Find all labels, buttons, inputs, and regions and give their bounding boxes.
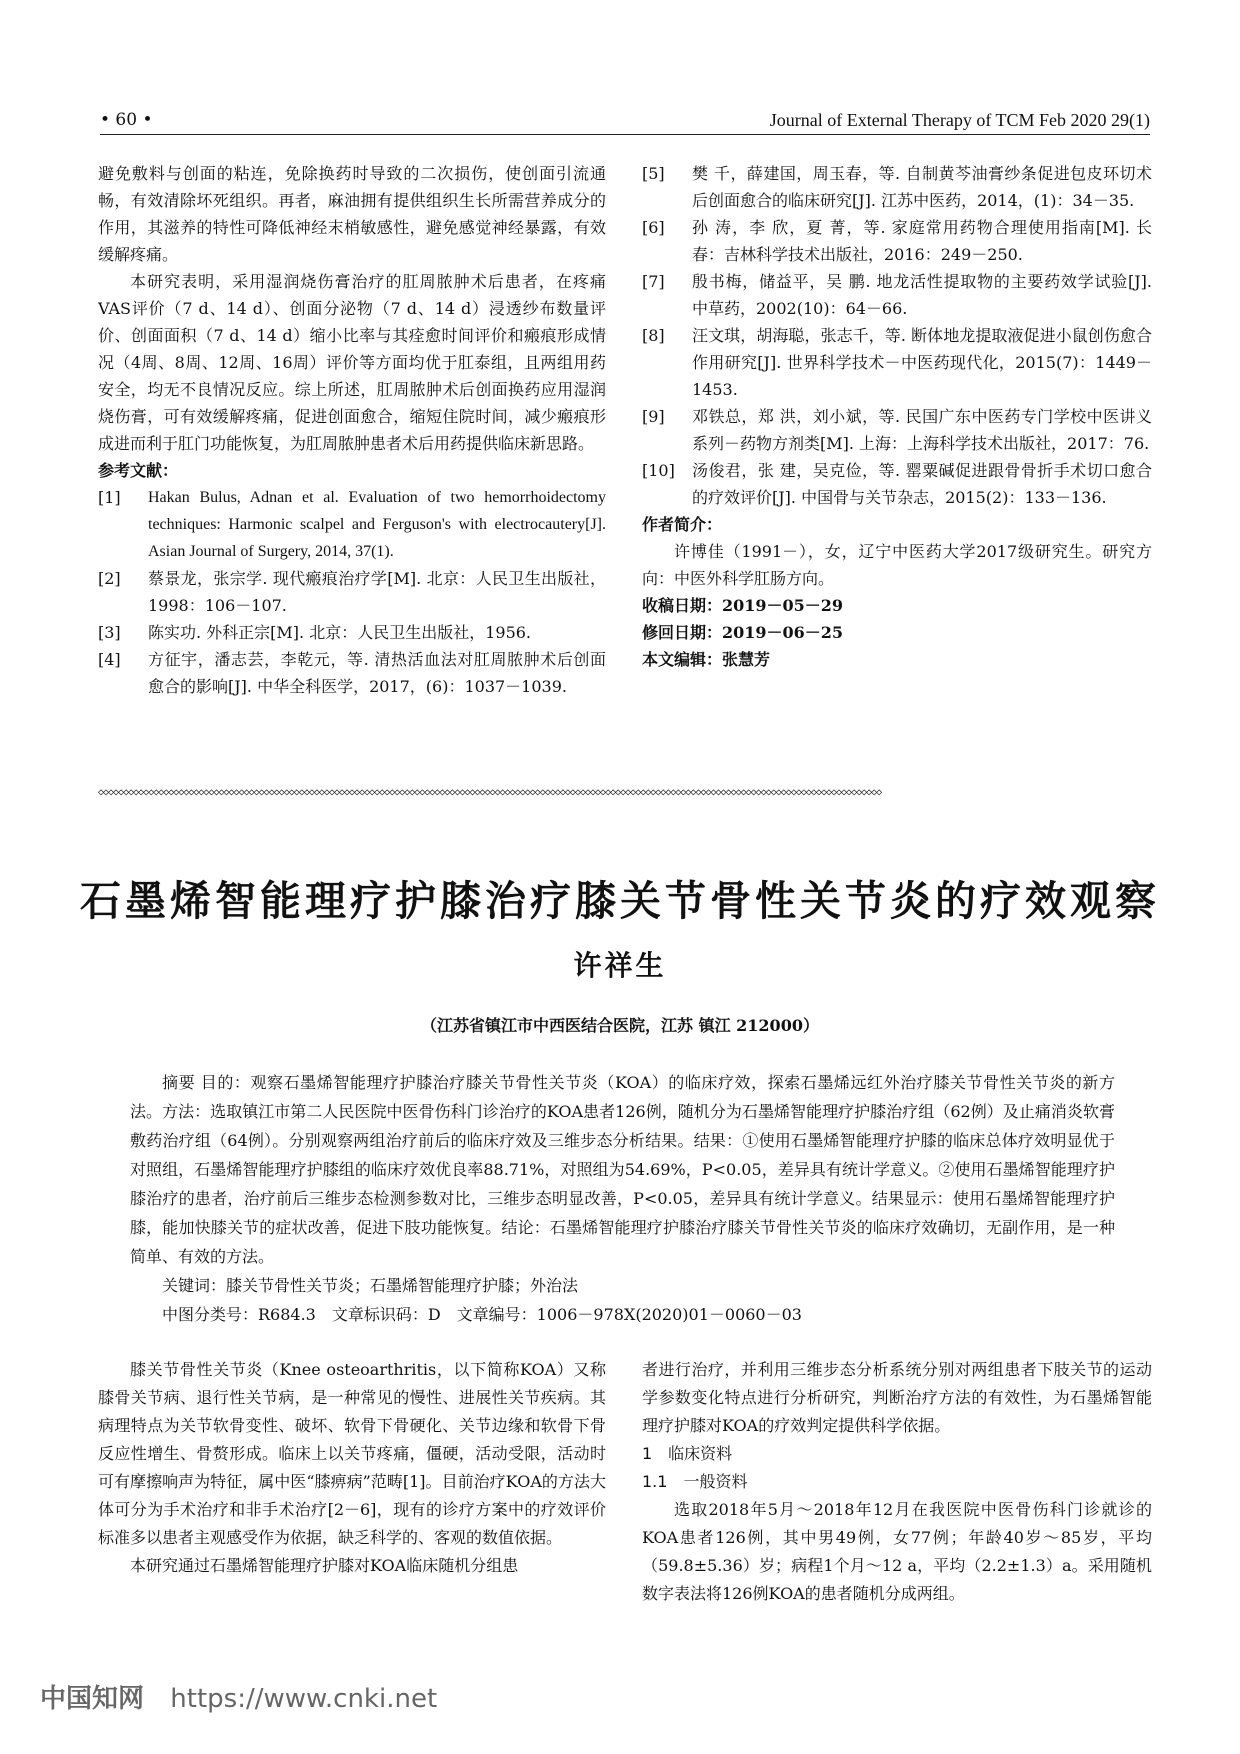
- abstract-text: 摘要 目的：观察石墨烯智能理疗护膝治疗膝关节骨性关节炎（KOA）的临床疗效，探索石墨烯远红外治疗膝关节骨性关节炎的新方法。方法：选取镇江市第二人民医院中医骨伤科门诊治疗的KOA患者126例，随机分为石墨烯智能理疗护膝治疗组（62例）及止痛消炎软膏敷药治疗组（64例）。分别观察两组治疗前后的临床疗效及三维步态分析结果。结果：①使用石墨烯智能理疗护膝的临床总体疗效明显优于对照组，石墨烯智能理疗护膝组的临床疗效优良率88.71%，对照组为54.69%，P<0.05，差异具有统计学意义。②使用石墨烯智能理疗护膝治疗的患者，治疗前后三维步态检测参数对比，三维步态明显改善，P<0.05，差异具有统计学意义。结果显示：使用石墨烯智能理疗护膝，能加快膝关节的症状改善，促进下肢功能恢复。结论：石墨烯智能理疗护膝治疗膝关节骨性关节炎的临床疗效确切，无副作用，是一种简单、有效的方法。: [130, 1073, 1115, 1266]
- body-paragraph: 选取2018年5月～2018年12月在我医院中医骨伤科门诊就诊的KOA患者126例，其中男49例，女77例；年龄40岁～85岁，平均（59.8±5.36）岁；病程1个月～12 a，平均（2.2±1.3）a。采用随机数字表法将126例KOA的患者随机分成两组。: [642, 1500, 1152, 1603]
- reference-number: [7]: [642, 272, 665, 291]
- reference-number: [10]: [642, 461, 675, 480]
- prev-paragraph-1: 避免敷料与创面的粘连，免除换药时导致的二次损伤，使创面引流通畅，有效清除坏死组织。再者，麻油拥有提供组织生长所需营养成分的作用，其滋养的特性可降低神经末梢敏感性，避免感觉神经暴露，有效缓解疼痛。: [98, 164, 606, 264]
- prev-article-left-column: [98, 160, 606, 700]
- reference-number: [6]: [642, 218, 665, 237]
- reference-text: Hakan Bulus, Adnan et al. Evaluation of two hemorrhoidectomy techniques: Harmonic scalpel and Ferguson's with electrocautery[J]. Asian Journal of Surgery, 2014, 37(1).: [148, 489, 606, 560]
- reference-text: 陈实功. 外科正宗[M]. 北京：人民卫生出版社，1956.: [148, 623, 532, 642]
- prev-article-right-column: [642, 160, 1152, 673]
- revised-date: 修回日期：2019－06－25: [642, 623, 844, 642]
- subsection-heading: 1.1 一般资料: [642, 1472, 748, 1491]
- journal-name: Journal of External Therapy of TCM Feb 2020 29(1): [769, 110, 1150, 130]
- reference-number: [2]: [98, 569, 121, 588]
- reference-item: [98, 484, 606, 565]
- prev-paragraph-2: 本研究表明，采用湿润烧伤膏治疗的肛周脓肿术后患者，在疼痛VAS评价（7 d、14 d）、创面分泌物（7 d、14 d）浸透纱布数量评价、创面面积（7 d、14 d）缩小比率与其痊愈时间评价和瘢痕形成情况（4周、8周、12周、16周）评价等方面均优于肛泰组，且两组用药安全，均无不良情况反应。综上所述，肛周脓肿术后创面换药应用湿润烧伤膏，可有效缓解疼痛，促进创面愈合，缩短住院时间，减少瘢痕形成进而利于肛门功能恢复，为肛周脓肿患者术后用药提供临床新思路。: [98, 272, 606, 453]
- reference-item: [642, 214, 1152, 268]
- reference-number: [1]: [98, 488, 121, 507]
- cnki-url[interactable]: https://www.cnki.net: [170, 1684, 438, 1714]
- section-heading: 1 临床资料: [642, 1444, 733, 1463]
- reference-number: [8]: [642, 326, 665, 345]
- reference-text: 孙 涛，李 欣，夏 菁，等. 家庭常用药物合理使用指南[M]. 长春：吉林科学技术出版社，2016：249－250.: [692, 218, 1152, 264]
- reference-text: 樊 千，薛建国，周玉春，等. 自制黄芩油膏纱条促进包皮环切术后创面愈合的临床研究[J]. 江苏中医药，2014，(1)：34－35.: [692, 164, 1152, 210]
- reference-text: 汪文琪，胡海聪，张志千，等. 断体地龙提取液促进小鼠创伤愈合作用研究[J]. 世界科学技术－中医药现代化，2015(7)：1449－1453.: [692, 326, 1152, 399]
- reference-number: [9]: [642, 407, 665, 426]
- body-paragraph: 膝关节骨性关节炎（Knee osteoarthritis，以下简称KOA）又称膝骨关节病、退行性关节病，是一种常见的慢性、进展性关节疾病。其病理特点为关节软骨变性、破坏、软骨下骨硬化、关节边缘和软骨下骨反应性增生、骨赘形成。临床上以关节疼痛，僵硬，活动受限，活动时可有摩擦响声为特征，属中医“膝痹病”范畴[1]。目前治疗KOA的方法大体可分为手术治疗和非手术治疗[2－6]，现有的诊疗方案中的疗效评价标准多以患者主观感受作为依据，缺乏科学的、客观的数值依据。: [98, 1360, 606, 1547]
- reference-number: [5]: [642, 164, 665, 183]
- watermark-footer: [40, 1678, 437, 1715]
- reference-number: [4]: [98, 650, 121, 669]
- reference-item: [642, 322, 1152, 403]
- received-date: 收稿日期：2019－05－29: [642, 596, 844, 615]
- reference-item: [98, 619, 606, 646]
- body-right-column: [642, 1356, 1152, 1608]
- classification-line: 中图分类号：R684.3 文章标识码：D 文章编号：1006－978X(2020)01－0060－03: [162, 1305, 802, 1324]
- abstract-block: [130, 1068, 1115, 1329]
- reference-text: 殷书梅，储益平，吴 鹏. 地龙活性提取物的主要药效学试验[J]. 中草药，2002(10)：64－66.: [692, 272, 1152, 318]
- editor-credit: 本文编辑：张慧芳: [642, 650, 771, 669]
- section-divider: ◇◇◇◇◇◇◇◇◇◇◇◇◇◇◇◇◇◇◇◇◇◇◇◇◇◇◇◇◇◇◇◇◇◇◇◇◇◇◇◇◇◇◇◇◇◇◇◇◇◇◇◇◇◇◇◇◇◇◇◇◇◇◇◇◇◇◇◇◇◇◇◇◇◇◇◇◇◇◇◇◇◇◇◇◇◇◇◇◇◇◇◇◇◇◇◇◇◇◇◇◇◇◇◇◇◇◇◇◇◇◇◇◇◇◇◇◇◇◇◇◇◇◇◇◇◇◇◇◇◇◇◇◇◇◇◇◇◇◇◇◇◇◇◇◇◇◇◇◇◇◇◇◇◇◇◇: [98, 787, 882, 798]
- reference-item: [642, 457, 1152, 511]
- reference-item: [642, 160, 1152, 214]
- body-paragraph: 本研究通过石墨烯智能理疗护膝对KOA临床随机分组患: [130, 1556, 519, 1575]
- article-title: 石墨烯智能理疗护膝治疗膝关节骨性关节炎的疗效观察: [80, 877, 1160, 925]
- reference-item: [642, 268, 1152, 322]
- reference-item: [98, 565, 606, 619]
- reference-text: 汤俊君，张 建，吴克俭，等. 罂粟碱促进跟骨骨折手术切口愈合的疗效评价[J]. 中国骨与关节杂志，2015(2)：133－136.: [692, 461, 1152, 507]
- article-affiliation: （江苏省镇江市中西医结合医院，江苏 镇江 212000）: [421, 1016, 819, 1035]
- reference-text: 方征宇，潘志芸，李乾元，等. 清热活血法对肛周脓肿术后创面愈合的影响[J]. 中华全科医学，2017，(6)：1037－1039.: [148, 650, 606, 696]
- author-intro: 许博佳（1991－），女，辽宁中医药大学2017级研究生。研究方向：中医外科学肛肠方向。: [642, 542, 1152, 588]
- reference-text: 蔡景龙，张宗学. 现代瘢痕治疗学[M]. 北京：人民卫生出版社，1998：106－107.: [148, 569, 606, 615]
- reference-item: [642, 403, 1152, 457]
- reference-text: 邓铁总，郑 洪，刘小斌，等. 民国广东中医药专门学校中医讲义系列－药物方剂类[M]. 上海：上海科学技术出版社，2017：76.: [692, 407, 1152, 453]
- author-intro-heading: 作者简介：: [642, 515, 723, 534]
- body-paragraph: 者进行治疗，并利用三维步态分析系统分别对两组患者下肢关节的运动学参数变化特点进行分析研究，判断治疗方法的有效性，为石墨烯智能理疗护膝对KOA的疗效判定提供科学依据。: [642, 1360, 1152, 1435]
- keywords: 关键词：膝关节骨性关节炎；石墨烯智能理疗护膝；外治法: [162, 1276, 579, 1295]
- article-author: 许祥生: [573, 949, 667, 982]
- references-heading: 参考文献：: [98, 461, 179, 480]
- page-number: • 60 •: [100, 110, 153, 130]
- reference-item: [98, 646, 606, 700]
- body-left-column: [98, 1356, 606, 1580]
- cnki-brand: 中国知网: [40, 1684, 145, 1714]
- running-header: [100, 108, 1150, 135]
- reference-number: [3]: [98, 623, 121, 642]
